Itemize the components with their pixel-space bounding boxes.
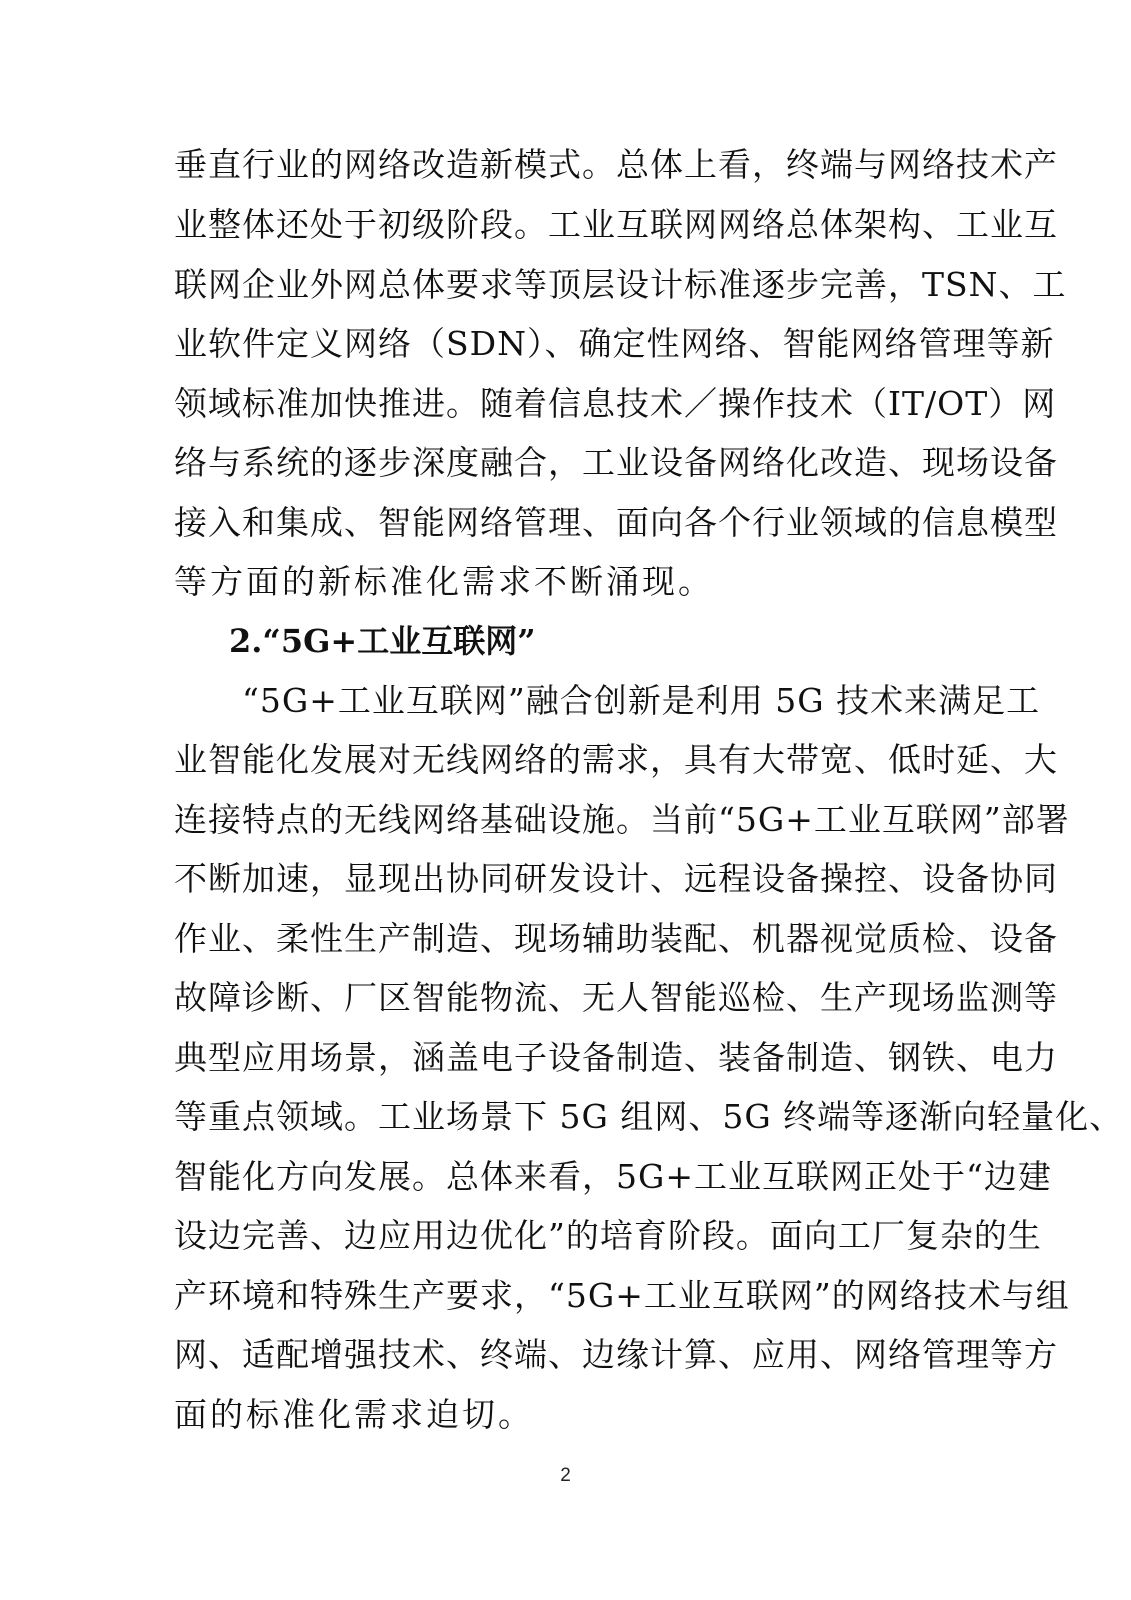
section-heading: 2.“5G+工业互联网” xyxy=(229,622,536,660)
paragraph-2-line-9: 智能化方向发展。总体来看，5G+工业互联网正处于“边建 xyxy=(174,1157,1052,1196)
paragraph-1-line-8: 等方面的新标准化需求不断涌现。 xyxy=(174,562,714,601)
paragraph-2-line-2: 业智能化发展对无线网络的需求，具有大带宽、低时延、大 xyxy=(174,740,1058,779)
paragraph-1-line-4: 业软件定义网络（SDN）、确定性网络、智能网络管理等新 xyxy=(174,324,1055,363)
paragraph-2-line-10: 设边完善、边应用边优化”的培育阶段。面向工厂复杂的生 xyxy=(174,1216,1042,1255)
paragraph-2-line-6: 故障诊断、厂区智能物流、无人智能巡检、生产现场监测等 xyxy=(174,978,1058,1017)
paragraph-2-line-7: 典型应用场景，涵盖电子设备制造、装备制造、钢铁、电力 xyxy=(174,1038,1058,1077)
paragraph-1-line-5: 领域标准加快推进。随着信息技术／操作技术（IT/OT）网 xyxy=(174,384,1057,423)
paragraph-2-line-8: 等重点领域。工业场景下 5G 组网、5G 终端等逐渐向轻量化、 xyxy=(174,1097,1124,1136)
paragraph-2-line-1: “5G+工业互联网”融合创新是利用 5G 技术来满足工 xyxy=(242,681,1041,720)
paragraph-2-line-3: 连接特点的无线网络基础设施。当前“5G+工业互联网”部署 xyxy=(174,800,1070,839)
paragraph-2-line-4: 不断加速，显现出协同研发设计、远程设备操控、设备协同 xyxy=(174,859,1058,898)
page-number: 2 xyxy=(560,1465,571,1486)
paragraph-2-line-12: 网、适配增强技术、终端、边缘计算、应用、网络管理等方 xyxy=(174,1335,1058,1374)
paragraph-1-line-2: 业整体还处于初级阶段。工业互联网网络总体架构、工业互 xyxy=(174,205,1058,244)
paragraph-1-line-7: 接入和集成、智能网络管理、面向各个行业领域的信息模型 xyxy=(174,503,1058,542)
paragraph-1-line-3: 联网企业外网总体要求等顶层设计标准逐步完善，TSN、工 xyxy=(174,265,1067,304)
paragraph-2-line-11: 产环境和特殊生产要求，“5G+工业互联网”的网络技术与组 xyxy=(174,1276,1070,1315)
paragraph-1-line-6: 络与系统的逐步深度融合，工业设备网络化改造、现场设备 xyxy=(174,443,1058,482)
paragraph-2-line-5: 作业、柔性生产制造、现场辅助装配、机器视觉质检、设备 xyxy=(174,919,1058,958)
paragraph-2-line-13: 面的标准化需求迫切。 xyxy=(174,1395,534,1434)
paragraph-1-line-1: 垂直行业的网络改造新模式。总体上看，终端与网络技术产 xyxy=(174,145,1058,184)
